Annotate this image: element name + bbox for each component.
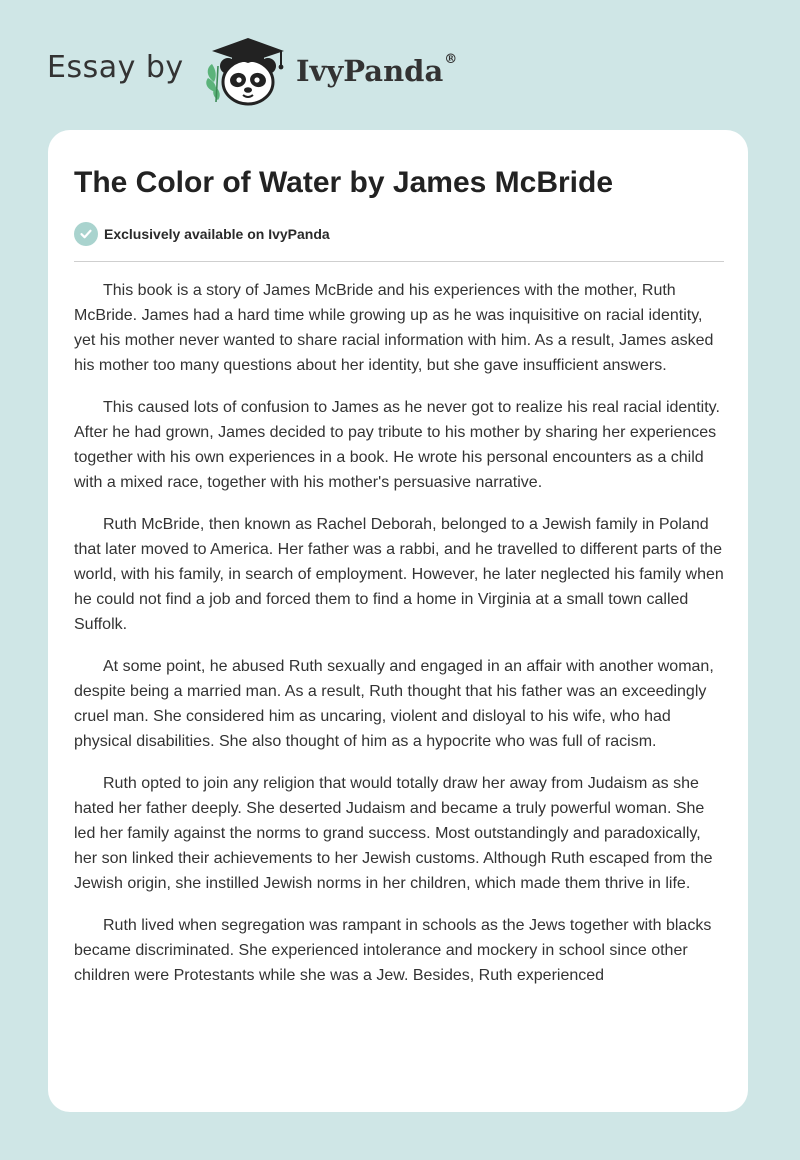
essay-body	[74, 278, 726, 1005]
essay-title: The Color of Water by James McBride	[74, 166, 614, 199]
exclusive-badge-label: Exclusively available on IvyPanda	[104, 226, 330, 242]
brand-name-text: IvyPanda	[296, 54, 444, 88]
essay-paragraph: This caused lots of confusion to James as he never got to realize his real racial identity. After he had grown, James decided to pay tribute to his mother by sharing her experiences together with his own experiences in a book. He wrote his personal encounters as a child with a mixed race, together with his mother's persuasive narrative.	[74, 399, 720, 491]
essay-by-label: Essay by	[47, 50, 184, 85]
site-header	[0, 0, 800, 130]
essay-paragraph: This book is a story of James McBride and his experiences with the mother, Ruth McBride. James had a hard time while growing up as he was inquisitive on racial identity, yet his mother never wanted to share racial information with him. As a result, James asked his mother too many questions about her identity, but she gave insufficient answers.	[74, 282, 714, 374]
brand-name[interactable]	[296, 54, 457, 88]
exclusive-badge	[74, 222, 330, 246]
essay-paragraph: Ruth McBride, then known as Rachel Deborah, belonged to a Jewish family in Poland that later moved to America. Her father was a rabbi, and he travelled to different parts of the world, with his family, in search of employment. However, he later neglected his family when he could not find a job and forced them to find a home in Virginia at a small town called Suffolk.	[74, 516, 724, 633]
check-circle-icon	[74, 222, 98, 246]
essay-paragraph: Ruth lived when segregation was rampant in schools as the Jews together with blacks became discriminated. She experienced intolerance and mockery in school since other children were Protestants while she was a Jew. Besides, Ruth experienced	[74, 917, 712, 984]
essay-card	[48, 130, 748, 1112]
title-divider	[74, 261, 724, 262]
panda-graduate-icon[interactable]	[200, 36, 296, 108]
essay-paragraph: Ruth opted to join any religion that would totally draw her away from Judaism as she hated her father deeply. She deserted Judaism and became a truly powerful woman. She led her family against the norms to grand success. Most outstandingly and paradoxically, her son linked their achievements to her Jewish customs. Although Ruth escaped from the Jewish origin, she instilled Jewish norms in her children, which made them thrive in life.	[74, 775, 713, 892]
essay-paragraph: At some point, he abused Ruth sexually and engaged in an affair with another woman, despite being a married man. As a result, Ruth thought that his father was an exceedingly cruel man. She considered him as uncaring, violent and disloyal to his wife, who had physical disabilities. She also thought of him as a hypocrite who was full of racism.	[74, 658, 714, 750]
registered-mark: ®	[444, 52, 458, 67]
